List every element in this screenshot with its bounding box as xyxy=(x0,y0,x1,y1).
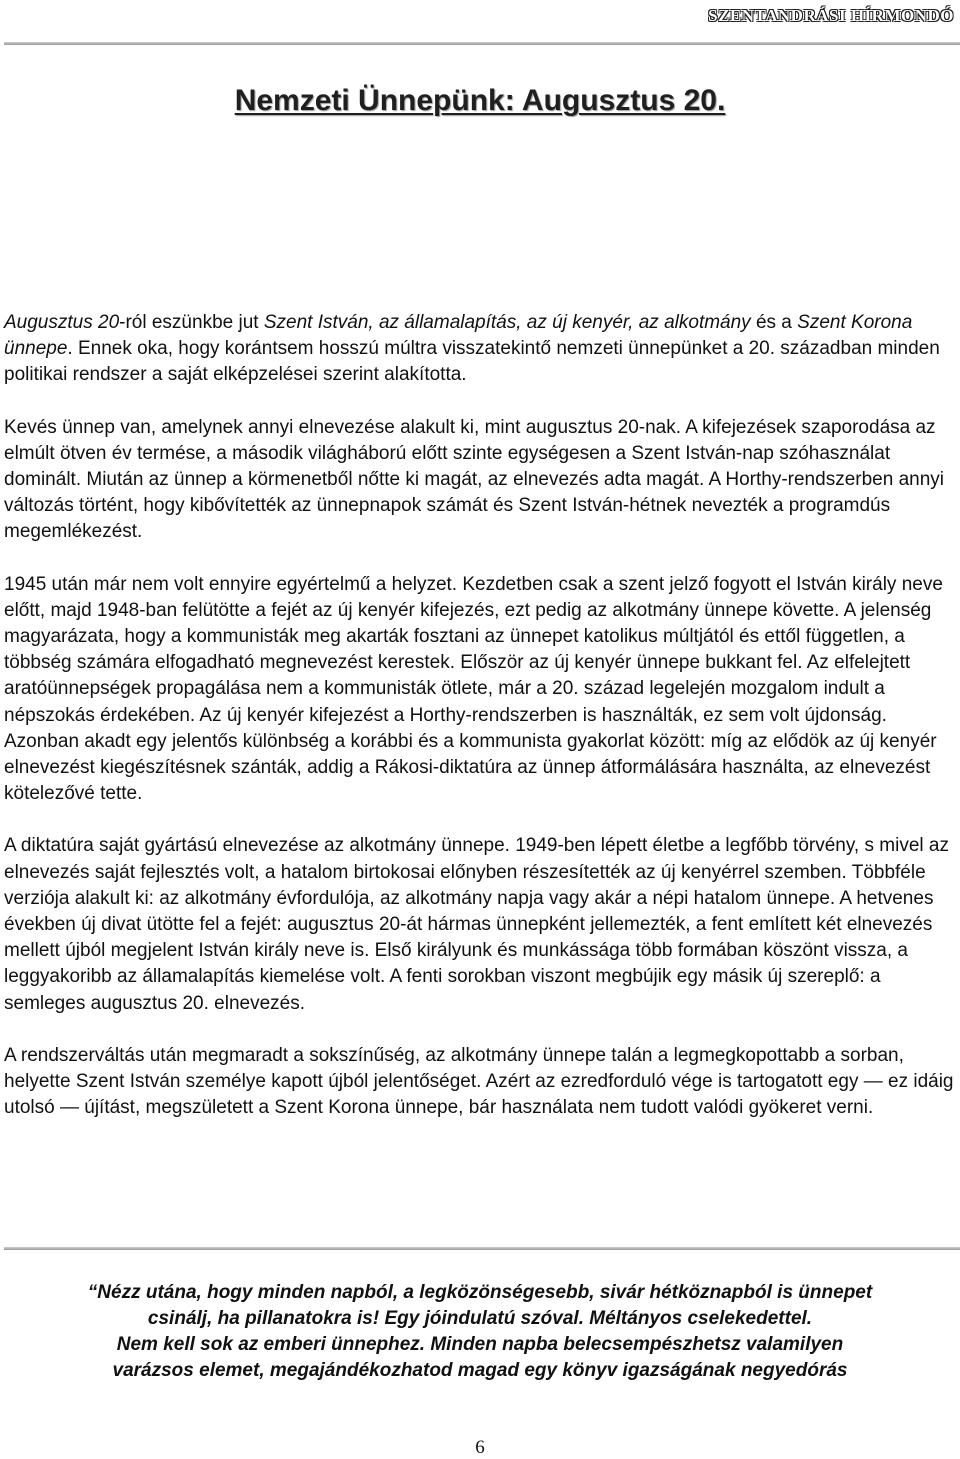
intro-text-3: . Ennek oka, hogy korántsem hosszú múltra visszatekintő nemzeti ünnepünket a 20. században minden politikai rendszer a saját elképzelései szerint alakította. xyxy=(4,338,940,386)
article-body xyxy=(4,310,960,1121)
publication-title: SZENTANDRÁSI HÍRMONDÓ xyxy=(708,6,954,25)
closing-quote xyxy=(0,1280,960,1384)
header-divider xyxy=(4,42,960,45)
intro-text-2: és a xyxy=(750,312,798,333)
paragraph-dictatorship: A diktatúra saját gyártású elnevezése az alkotmány ünnepe. 1949-ben lépett életbe a legfőbb törvény, s mivel az elnevezés saját fejlesztés volt, a hatalom birtokosai előnyben részesítették az új kenyérrel szemben. Többféle verziója alakult ki: az alkotmány évfordulója, az alkotmány napja vagy akár a népi hatalom ünnepe. A hetvenes években új divat ütötte fel a fejét: augusztus 20-át hármas ünnepként jellemezték, a fent említett két elnevezés mellett újból megjelent István király neve is. Első királyunk és munkássága több formában köszönt vissza, a leggyakoribb az államalapítás kiemelése volt. A fenti sorokban viszont megbújik egy másik új szereplő: a semleges augusztus 20. elnevezés. xyxy=(4,835,949,1014)
paragraph-names: Kevés ünnep van, amelynek annyi elnevezése alakult ki, mint augusztus 20-nak. A kifejezések szaporodása az elmúlt ötven év termése, a második világháború előtt szinte egységesen a Szent István-nap szóhasználat dominált. Miután az ünnep a körmenetből nőtte ki magát, az elnevezés adta magát. A Horthy-rendszerben annyi változás történt, hogy kibővítették az ünnepnapok számát és Szent István-hétnek nevezték a programdús megemlékezést. xyxy=(4,416,944,543)
paragraph-after-1945: 1945 után már nem volt ennyire egyértelmű a helyzet. Kezdetben csak a szent jelző fogyott el István király neve előtt, majd 1948-ban felütötte a fejét az új kenyér kifejezés, ezt pedig az alkotmány ünnepe követte. A jelenség magyarázata, hogy a kommunisták meg akarták fosztani az ünnepet katolikus múltjától és ettől független, a többség számára elfogadható megnevezést kerestek. Először az új kenyér ünnepe bukkant fel. Az elfelejtett aratóünnepségek propagálása nem a kommunisták ötlete, már a 20. század legelején mozgalom indult a népszokás érdekében. Az új kenyér kifejezést a Horthy-rendszerben is használták, ez sem volt újdonság. Azonban akadt egy jelentős különbség a korábbi és a kommunista gyakorlat között: míg az elődök az új kenyér elnevezést kiegészítésnek szánták, addig a Rákosi-diktatúra az ünnep átformálására használta, az elnevezést kötelezővé tette. xyxy=(4,573,943,805)
quote-line: varázsos elemet, megajándékozhatod magad egy könyv igazságának negyedórás xyxy=(112,1360,848,1381)
intro-date: Augusztus 20 xyxy=(4,312,120,333)
quote-line: Nem kell sok az emberi ünnephez. Minden napba belecsempészhetsz valamilyen xyxy=(116,1334,844,1355)
intro-text-1: -ról eszünkbe jut xyxy=(119,312,264,333)
article-title: Nemzeti Ünnepünk: Augusztus 20. xyxy=(234,84,726,117)
paragraph-intro xyxy=(4,310,960,389)
quote-line: csinálj, ha pillanatokra is! Egy jóindulatú szóval. Méltányos cselekedettel. xyxy=(147,1308,813,1329)
intro-topics: Szent István, az államalapítás, az új kenyér, az alkotmány xyxy=(263,312,751,333)
intro-holy-crown: Szent Korona ünnepe xyxy=(4,312,913,360)
quote-line: “Nézz utána, hogy minden napból, a legközönségesebb, sivár hétköznapból is ünnepet xyxy=(87,1282,873,1303)
paragraph-regime-change: A rendszerváltás után megmaradt a sokszínűség, az alkotmány ünnepe talán a legmegkopottabb a sorban, helyette Szent István személye kapott újból jelentőséget. Azért az ezredforduló vége is tartogatott egy — ez idáig utolsó — újítást, megszületett a Szent Korona ünnepe, bár használata nem tudott valódi gyökeret verni. xyxy=(4,1044,954,1119)
page-number: 6 xyxy=(475,1437,485,1458)
quote-divider xyxy=(4,1247,960,1250)
